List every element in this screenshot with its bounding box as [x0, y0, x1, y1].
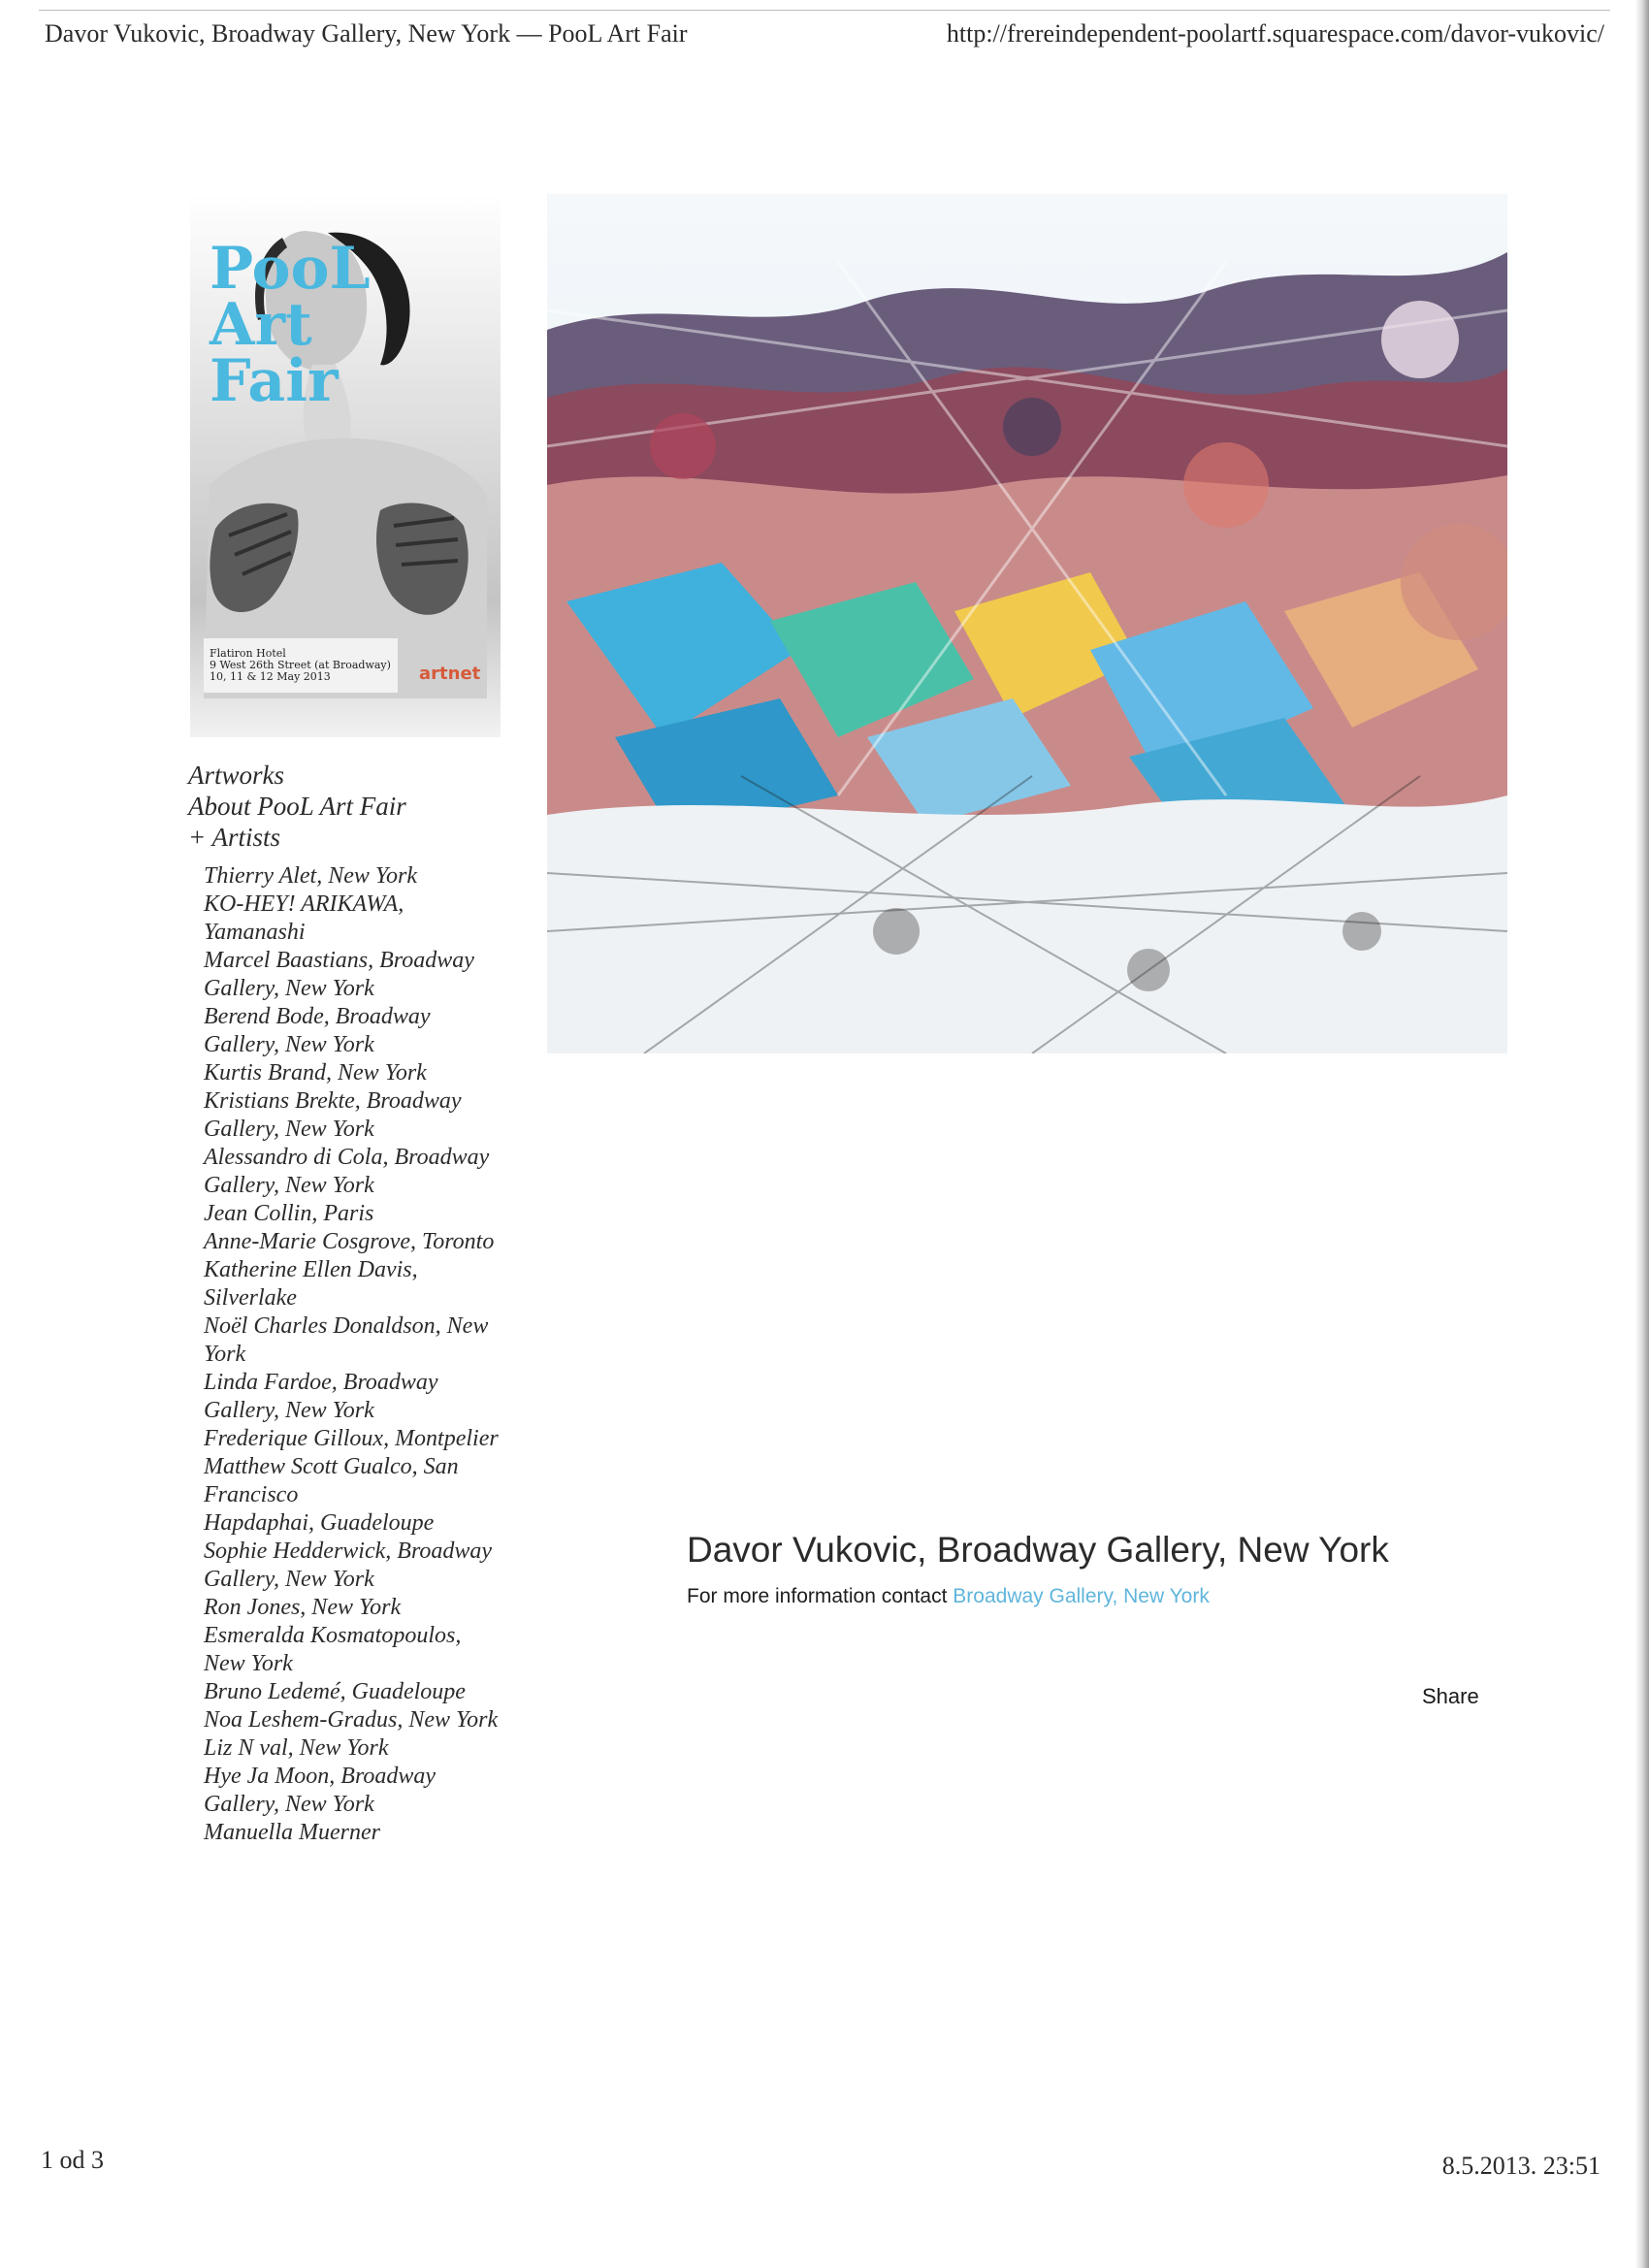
artist-link[interactable]: Jean Collin, Paris — [204, 1201, 374, 1226]
contact-prefix: For more information contact — [687, 1585, 954, 1607]
artist-link[interactable]: KO-HEY! ARIKAWA, Yamanashi — [204, 891, 404, 945]
artist-link[interactable]: Kurtis Brand, New York — [204, 1060, 427, 1085]
page-title: Davor Vukovic, Broadway Gallery, New York — [687, 1530, 1389, 1570]
sidebar-nav — [188, 760, 518, 1847]
artist-link[interactable]: Marcel Baastians, Broadway Gallery, New York — [204, 948, 474, 1001]
contact-gallery-link[interactable]: Broadway Gallery, New York — [953, 1585, 1210, 1607]
artist-link[interactable]: Berend Bode, Broadway Gallery, New York — [204, 1004, 431, 1057]
nav-artworks[interactable]: Artworks — [188, 761, 285, 790]
nav-artists-toggle[interactable]: + Artists — [188, 823, 281, 852]
artist-link[interactable]: Matthew Scott Gualco, San Francisco — [204, 1454, 459, 1507]
artist-link[interactable]: Bruno Ledemé, Guadeloupe — [204, 1679, 466, 1704]
artist-link[interactable]: Hapdaphai, Guadeloupe — [204, 1510, 435, 1536]
artist-link[interactable]: Esmeralda Kosmatopoulos, New York — [204, 1623, 462, 1676]
artist-link[interactable]: Katherine Ellen Davis, Silverlake — [204, 1257, 418, 1311]
artwork-details — [687, 1523, 1560, 1608]
artwork-painting — [547, 194, 1507, 1053]
contact-line — [687, 1585, 1560, 1608]
artwork-image[interactable] — [547, 194, 1507, 1053]
print-header-title: Davor Vukovic, Broadway Gallery, New York — PooL Art Fair — [45, 19, 688, 48]
artist-link[interactable]: Hye Ja Moon, Broadway Gallery, New York — [204, 1764, 436, 1817]
artist-link[interactable]: Ron Jones, New York — [204, 1595, 402, 1620]
artist-link[interactable]: Thierry Alet, New York — [204, 863, 418, 889]
poster-venue-line: Flatiron Hotel — [210, 647, 286, 660]
artist-link[interactable]: Sophie Hedderwick, Broadway Gallery, New York — [204, 1539, 493, 1592]
print-header-url: http://frereindependent-poolartf.squarespace.com/davor-vukovic/ — [946, 19, 1604, 48]
nav-about[interactable]: About PooL Art Fair — [188, 792, 406, 821]
artist-link[interactable]: Anne-Marie Cosgrove, Toronto — [204, 1229, 495, 1254]
poster-venue-line: 10, 11 & 12 May 2013 — [210, 670, 331, 683]
print-header-rule — [39, 10, 1610, 11]
print-footer-page: 1 od 3 — [41, 2146, 104, 2174]
artist-link[interactable]: Alessandro di Cola, Broadway Gallery, New York — [204, 1145, 490, 1198]
artist-link[interactable]: Liz N val, New York — [204, 1735, 389, 1761]
poster-venue-line: 9 West 26th Street (at Broadway) — [210, 659, 391, 671]
artist-link[interactable]: Frederique Gilloux, Montpelier — [204, 1426, 499, 1451]
print-footer-datetime: 8.5.2013. 23:51 — [1441, 2152, 1600, 2180]
artist-link[interactable]: Manuella Muerner — [204, 1820, 380, 1845]
artist-link[interactable]: Noa Leshem-Gradus, New York — [204, 1707, 499, 1733]
fair-poster-image[interactable] — [190, 194, 501, 737]
poster-title: PooL Art Fair — [210, 235, 371, 415]
scan-edge-shadow — [1635, 0, 1649, 2268]
artist-link[interactable]: Noël Charles Donaldson, New York — [204, 1313, 489, 1367]
artist-list — [204, 862, 518, 1847]
share-button[interactable]: Share — [1422, 1684, 1479, 1708]
poster-venue — [210, 648, 413, 683]
artist-link[interactable]: Kristians Brekte, Broadway Gallery, New York — [204, 1088, 462, 1142]
poster-brand-logo: artnet — [419, 664, 481, 684]
artist-link[interactable]: Linda Fardoe, Broadway Gallery, New York — [204, 1370, 438, 1423]
